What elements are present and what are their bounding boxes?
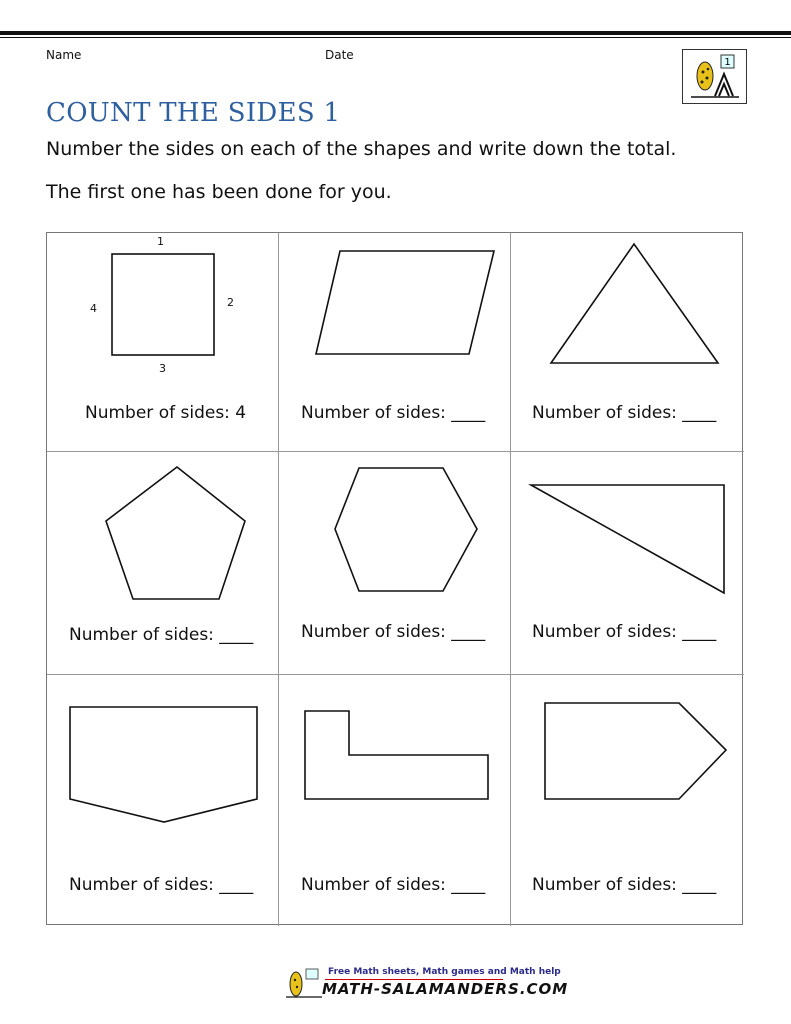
sides-caption: Number of sides: 4 bbox=[85, 403, 247, 423]
page-title: COUNT THE SIDES 1 bbox=[46, 98, 341, 128]
sides-caption: Number of sides: ____ bbox=[532, 875, 717, 895]
footer-salamander-icon bbox=[284, 966, 324, 1000]
shapes-grid bbox=[46, 232, 743, 925]
top-rule bbox=[0, 31, 791, 35]
instruction-text: Number the sides on each of the shapes and write down the total. bbox=[46, 138, 677, 160]
name-label: Name bbox=[46, 48, 82, 62]
shape-cell-arrow-pentagon bbox=[511, 675, 744, 926]
shape-cell-parallelogram bbox=[279, 233, 511, 452]
side-label-3: 3 bbox=[159, 362, 166, 375]
sides-caption: Number of sides: ____ bbox=[532, 622, 717, 642]
shape-cell-l-shape bbox=[279, 675, 511, 926]
sides-caption: Number of sides: ____ bbox=[532, 403, 717, 423]
logo-badge-number: 1 bbox=[724, 57, 731, 68]
side-label-1: 1 bbox=[157, 235, 164, 248]
sides-caption: Number of sides: ____ bbox=[301, 403, 486, 423]
sides-caption: Number of sides: ____ bbox=[301, 622, 486, 642]
instruction-note: The first one has been done for you. bbox=[46, 181, 392, 203]
date-label: Date bbox=[325, 48, 354, 62]
shape-cell-square bbox=[47, 233, 279, 452]
footer-site-link[interactable]: MATH-SALAMANDERS.COM bbox=[322, 980, 569, 998]
sides-caption: Number of sides: ____ bbox=[69, 625, 254, 645]
footer-tagline: Free Math sheets, Math games and Math help bbox=[328, 967, 561, 977]
salamander-logo bbox=[682, 49, 747, 104]
sides-caption: Number of sides: ____ bbox=[301, 875, 486, 895]
shape-cell-hexagon bbox=[279, 452, 511, 675]
side-label-4: 4 bbox=[90, 302, 97, 315]
shape-cell-irregular-pentagon bbox=[47, 675, 279, 926]
top-rule-thin bbox=[0, 37, 791, 38]
shape-cell-triangle bbox=[511, 233, 744, 452]
sides-caption: Number of sides: ____ bbox=[69, 875, 254, 895]
shape-cell-pentagon bbox=[47, 452, 279, 675]
shape-cell-right-triangle bbox=[511, 452, 744, 675]
side-label-2: 2 bbox=[227, 296, 234, 309]
